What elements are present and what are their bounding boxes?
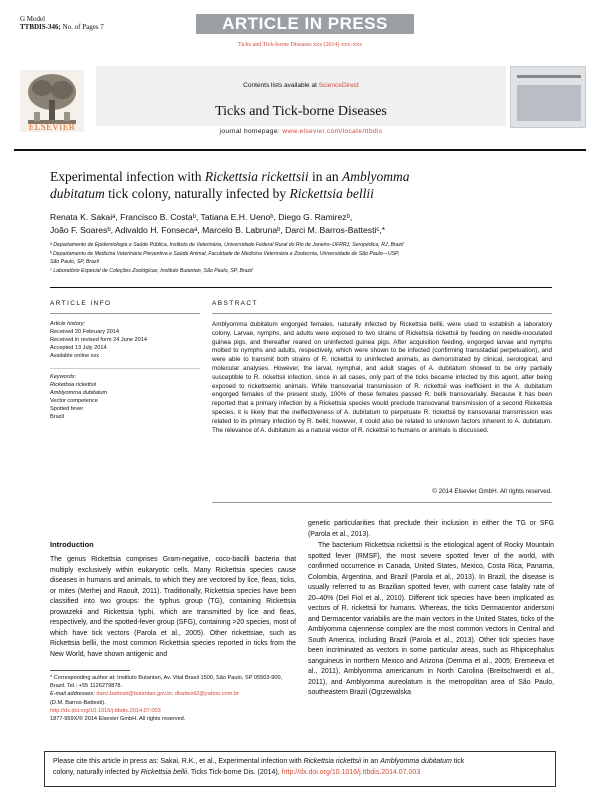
journal-cover-thumbnail (510, 66, 586, 128)
keywords: Keywords: Rickettsia rickettsii Amblyomma dubitatum Vector competence Spotted fever Brazil (50, 373, 200, 421)
affiliation-c: ᶜ Laboratório Especial de Coleções Zoológicas, Instituto Butantan, São Paulo, SP, Brazil (50, 268, 253, 275)
intro-left-column: The genus Rickettsia comprises Gram-negative, coco-bacilli bacteria that multiply exclusively within eukaryotic cells. Many Rickettsia species cause diseases in humans and animals, to which they are vectored by lice, fleas, ticks, or mites (Merhej and Raoult, 2011). Traditionally, Rickettsia species have been classified into two groups: the typhus group (TG), containing Rickettsia prowazekii and Rickettsia typhi, which are transmitted by lice and fleas, respectively, and the spotted-fever group (SFG), containing >20 species, most of which have tick vectors (Parola et al., 2005). Other rickettsiae, such as Rickettsia bellii, the most common Rickettsia species reported in ticks from the New World, have shown antigenic and (50, 556, 296, 658)
issn-line: 1877-959X/© 2014 Elsevier GmbH. All rights reserved. (50, 716, 186, 723)
doi-link[interactable]: http://dx.doi.org/10.1016/j.ttbdis.2014.07.003 (50, 707, 161, 714)
gmodel-text: G Model (20, 15, 46, 23)
contents-prefix: Contents lists available at (243, 82, 317, 89)
keyword: Spotted fever (50, 406, 84, 412)
corresponding-author: * Corresponding author at: Instituto Butantan, Av. Vital Brasil 1500, São Paulo, SP 05503-900, Brazil. Tel.: +55 1126279878. (50, 675, 283, 690)
abstract-text: Amblyomma dubitatum engorged females, naturally infected by Rickettsia bellii, were used to establish a laboratory colony. Larvae, nymphs, and adults were exposed to two strains of Rickettsia rickettsii by feeding on needle-inoculated guinea pigs, and thereafter reared on uninfected guinea pigs. After acquisition feeding, engorged larvae and nymphs molted to nymphs and adults, respectively, which were shown to be infected (confirming transstadial perpetuation), and were able to transmit both strains of R. rickettsii to uninfected animals, as demonstrated by clinical, serological, and molecular analyses. However, the larval, nymphal, and adult stages of A. dubitatum showed to be only partially susceptible to R. rickettsii infection, since in all cases, only part of the ticks became infected by this agent, after being exposed to rickettsemic animals. While transovarial transmission of R. rickettsii was inefficient in the A. dubitatum engorged females of the present study, 100% of these females passed R. bellii transovarially. Because it has been reported that a primary infection by a Rickettsia species would preclude transovarial transmission of a second Rickettsia species, it is likely that the ineffectiveness of A. dubitatum to perpetuate R. rickettsii by transovarial transmission was related to its primary infection by R. bellii; however, it could also be related to unknown factors inherent to A. dubitatum. The relevance of A. dubitatum as a natural vector of R. rickettsii to humans or animals is discussed. (212, 321, 552, 434)
info-divider (50, 313, 200, 314)
journal-title: Ticks and Tick-borne Diseases (215, 104, 387, 119)
header-divider (14, 149, 586, 151)
author-list (50, 211, 550, 237)
article-title: Experimental infection with Rickettsia rickettsii in an Amblyomma dubitatum tick colony, naturally infected by Rickettsia bellii (50, 169, 410, 201)
affiliation-b: ᵇ Departamento de Medicina Veterinária Preventiva e Saúde Animal, Faculdade de Medicina Veterinária e Zootecnia, Universidade de São Paulo—USP, (50, 250, 400, 257)
author-initials: (D.M. Barros-Battesti). (50, 699, 106, 706)
affiliations (50, 241, 550, 276)
publisher-name: ELSEVIER (28, 122, 76, 132)
keyword: Rickettsia rickettsii (50, 382, 97, 388)
introduction-heading: Introduction (50, 540, 94, 549)
abstract-end-divider (212, 502, 552, 503)
citation-box: Please cite this article in press as: Sakai, R.K., et al., Experimental infection with Rickettsia rickettsii in an Amblyomma dubitatum tick colony, naturally infected by Rickettsia bellii. Ticks Tick-borne Dis. (2014), http://dx.doi.org/10.1016/j.ttbdis.2014.07.003 (44, 751, 556, 787)
keyword: Vector competence (50, 398, 98, 404)
email-label: E-mail addresses: (50, 691, 95, 698)
abstract-copyright: © 2014 Elsevier GmbH. All rights reserved. (432, 488, 552, 495)
citation-doi-link[interactable]: http://dx.doi.org/10.1016/j.ttbdis.2014.07.003 (281, 768, 421, 776)
accepted-date: Accepted 13 July 2014 (50, 345, 107, 351)
footnote (50, 674, 296, 723)
article-in-press-banner: ARTICLE IN PRESS (196, 14, 414, 34)
keywords-divider (50, 368, 200, 369)
journal-header (14, 54, 586, 140)
abstract-divider (212, 313, 552, 314)
revised-date: Received in revised form 24 June 2014 (50, 337, 148, 343)
authors-line-2: João F. Soaresᵇ, Adivaldo H. Fonsecaᵃ, Marcelo B. Labrunaᵇ, Darci M. Barros-Battestiᶜ,* (50, 225, 386, 235)
footnote-divider (50, 670, 130, 671)
journal-reference: Ticks and Tick-borne Diseases xxx (2014) xxx–xxx (237, 42, 363, 48)
article-code: TTBDIS-346; (20, 23, 61, 31)
homepage-prefix: journal homepage: (219, 128, 281, 135)
top-bar (20, 14, 580, 36)
email-links[interactable]: darci.battesti@butantan.gov.br, dbattesti2@yahoo.com.br (96, 691, 239, 698)
page-count: No. of Pages 7 (62, 23, 104, 31)
keyword: Amblyomma dubitatum (50, 390, 108, 396)
article-info-heading: ARTICLE INFO (50, 300, 112, 307)
journal-homepage (96, 128, 506, 135)
intro-right-paragraph-1: genetic particularities that preclude their inclusion in either the TG or SFG (Parola et al., 2013). (308, 520, 554, 538)
online-date: Available online xxx (50, 353, 100, 359)
gmodel-label (20, 15, 104, 31)
intro-right-paragraph-2: The bacterium Rickettsia rickettsii is the etiological agent of Rocky Mountain spotted fever (RMSF), the most severe spotted fever of the world, with confirmed occurrence in Canada, United States, Mexico, Costa Rica, Panama, Colombia, Argentina, and Brazil (Parola et al., 2013). In Brazil, the disease is usually referred to as Brazilian spotted fever, with current case fatality rate of 20–40% (Del Fiol et al., 2010). Different tick species have been implicated as vectors of R. rickettsii for humans. Whereas, the ticks Dermacentor andersoni and Dermacentor variabilis are the main vectors in the United States, ticks of the Amblyomma cajennense complex are the most common vectors in Central and South America, including Brazil (Parola et al., 2013). Other tick species have been incriminated as vectors in some particular areas, such as Rhipicephalus sanguineus in northern Mexico and Arizona (Demma et al., 2005; Eremeeva et al., 2011), Amblyomma americanum in North Carolina (Breitschwerdt et al., 2011), and Amblyomma aureolatum is the metropolitan area of São Paulo, southeastern Brazil (Ogrzewalska (308, 542, 554, 696)
affil-divider (50, 287, 552, 288)
journal-title-box (96, 66, 506, 126)
homepage-link[interactable]: www.elsevier.com/locate/ttbdis (282, 128, 383, 135)
article-history: Article history: Received 20 February 2014 Received in revised form 24 June 2014 Accepted 13 July 2014 Available online xxx (50, 320, 200, 360)
received-date: Received 20 February 2014 (50, 329, 120, 335)
sciencedirect-link[interactable]: ScienceDirect (318, 82, 359, 89)
contents-line (96, 82, 506, 89)
affiliation-a: ᵃ Departamento de Epidemiologia e Saúde Pública, Instituto de Veterinária, Universidade Federal Rural do Rio de Janeiro–UFRRJ, Seropédica, RJ, Brazil (50, 242, 404, 248)
affiliation-b-cont: São Paulo, SP, Brazil (50, 259, 99, 266)
keyword: Brazil (50, 414, 64, 420)
authors-line-1: Renata K. Sakaiᵃ, Francisco B. Costaᵇ, Tatiana E.H. Uenoᵇ, Diego G. Ramirezᵇ, (50, 212, 353, 222)
abstract-heading: ABSTRACT (212, 300, 258, 307)
